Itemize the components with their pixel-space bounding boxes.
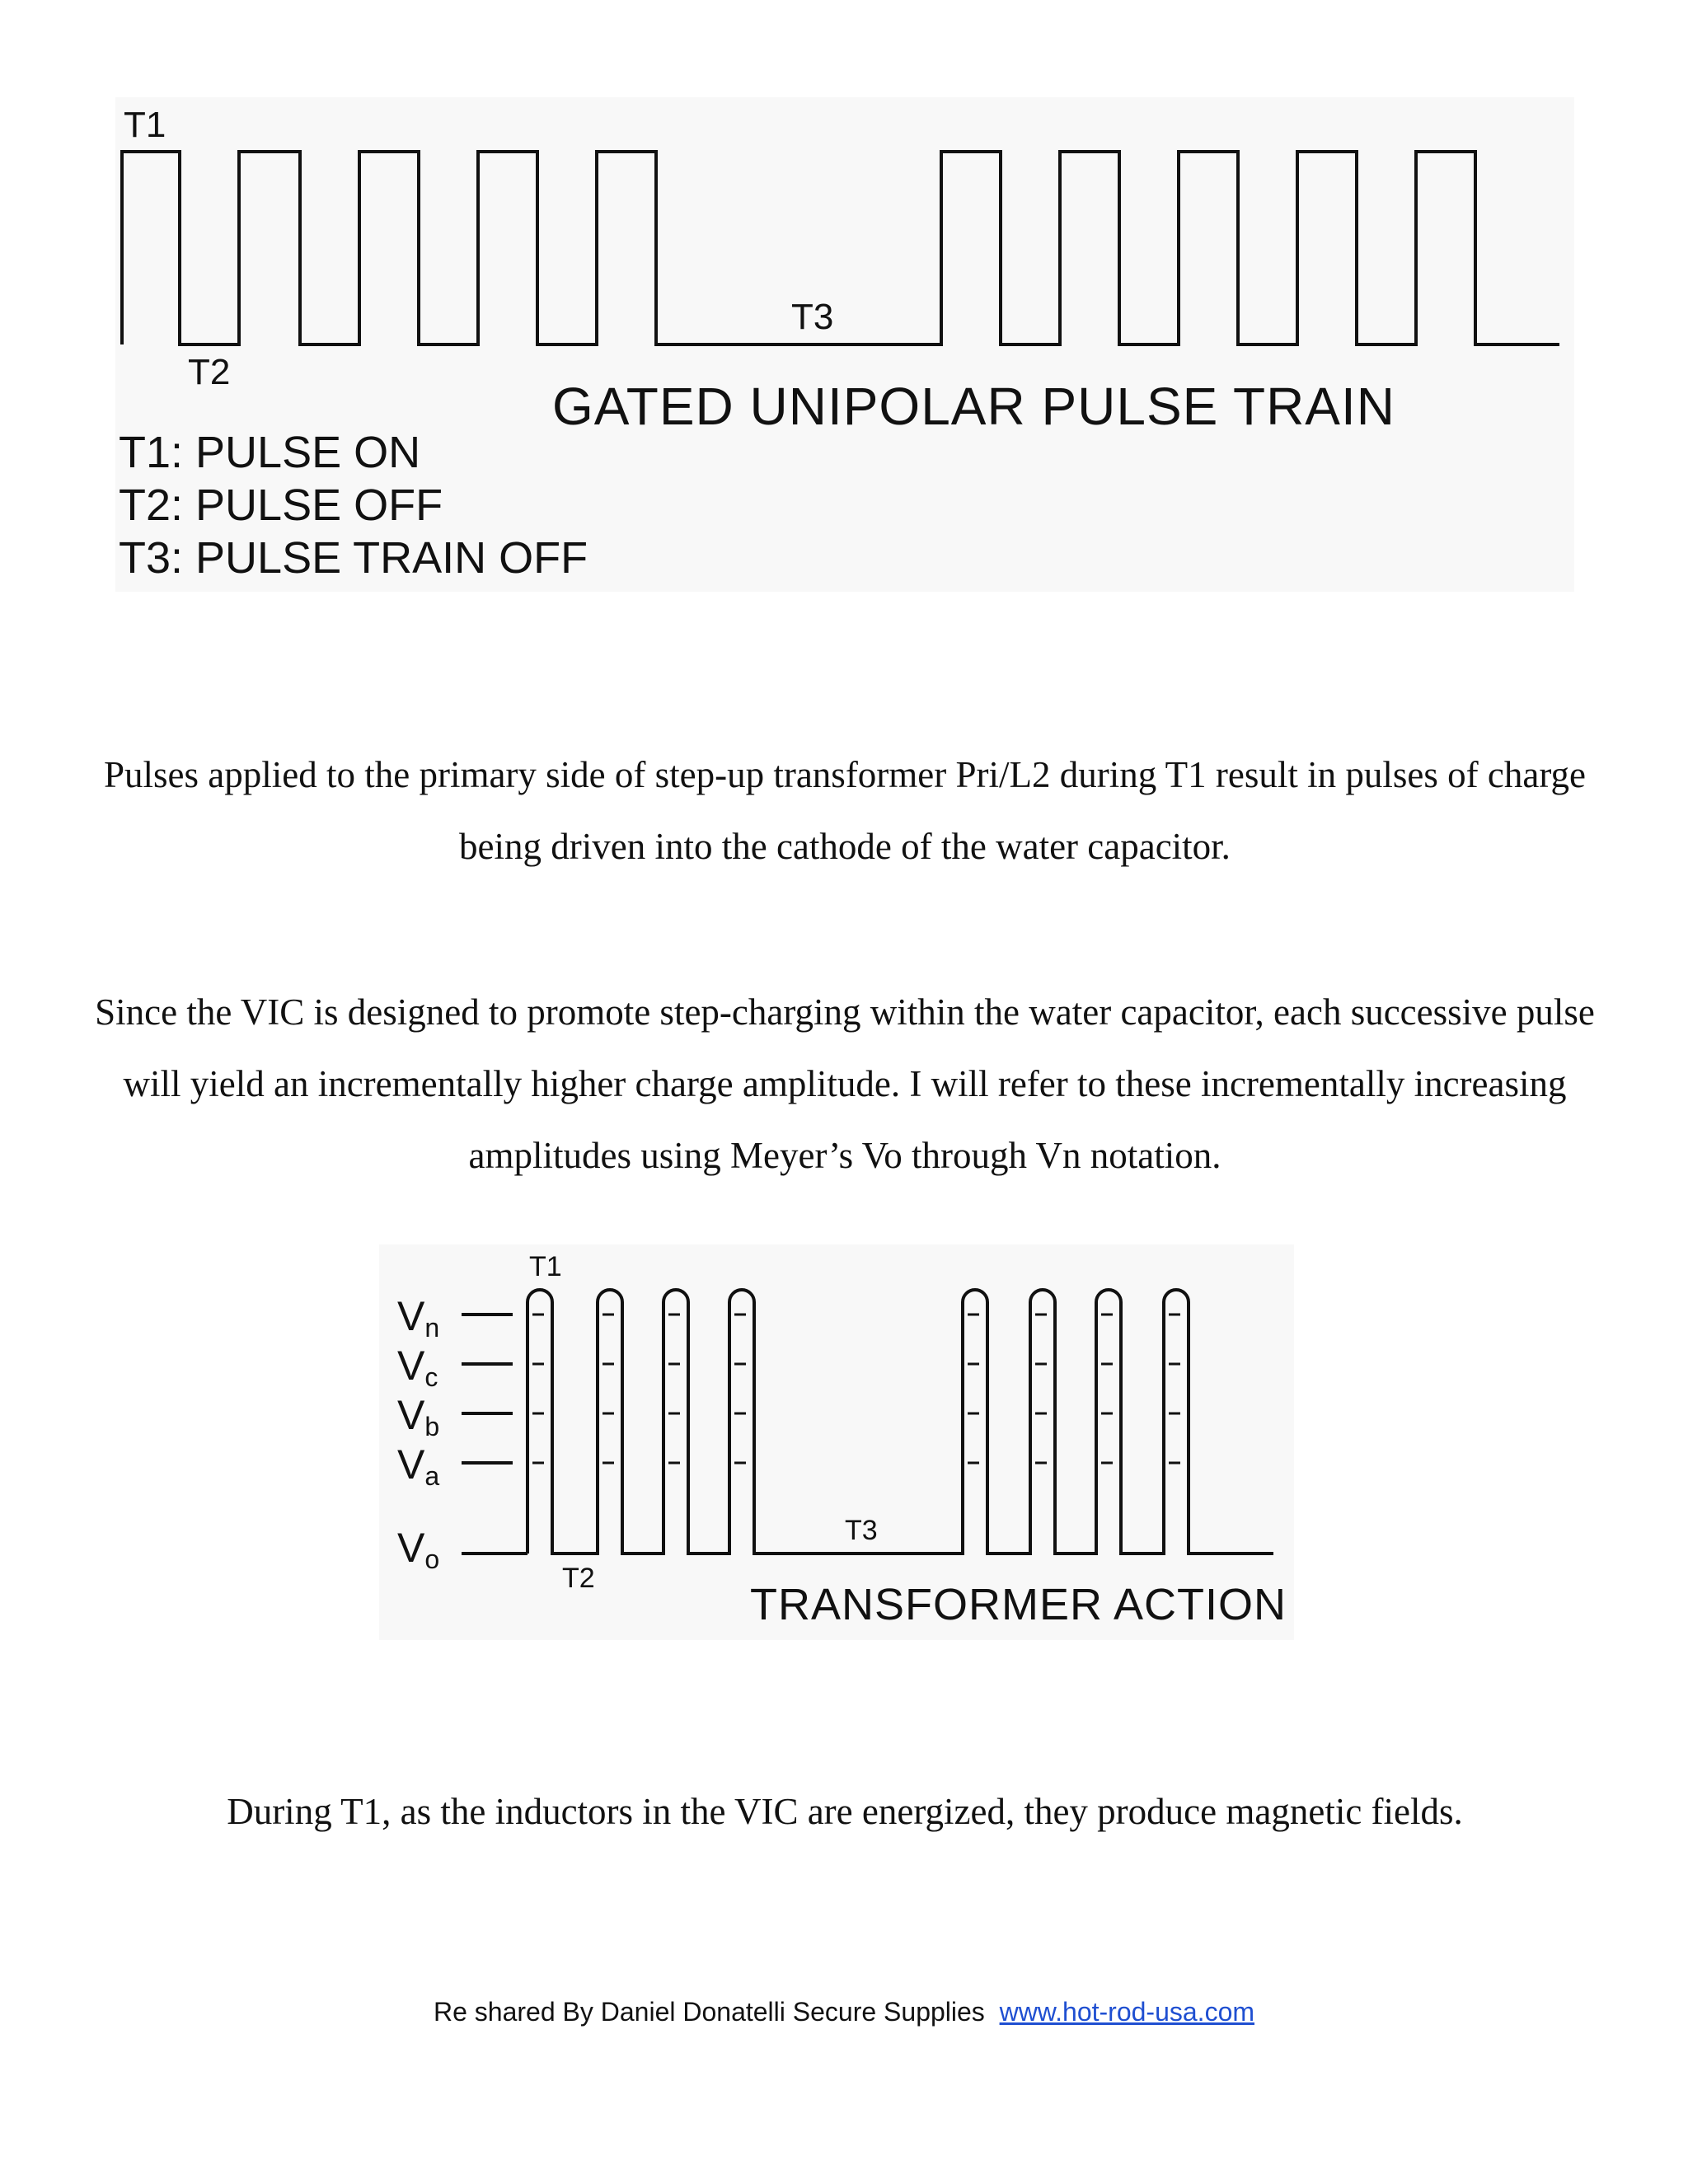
t3-label: T3 <box>845 1515 878 1546</box>
footer-text: Re shared By Daniel Donatelli Secure Supplies <box>433 1997 985 2027</box>
level-label-vo: $V_o$ <box>397 1525 440 1574</box>
transformer-action-figure <box>379 1244 1294 1640</box>
t2-label: T2 <box>188 352 231 392</box>
paragraph: During T1, as the inductors in the VIC are energized, they produce magnetic fields. <box>227 1791 1463 1832</box>
legend-item: T2: PULSE OFF <box>119 480 443 530</box>
legend-item: T3: PULSE TRAIN OFF <box>119 533 588 583</box>
level-label-va: $V_a$ <box>397 1441 440 1491</box>
figure-title: GATED UNIPOLAR PULSE TRAIN <box>552 377 1395 436</box>
figure-title: TRANSFORMER ACTION <box>750 1580 1287 1629</box>
t3-label: T3 <box>791 297 834 337</box>
legend-item: T1: PULSE ON <box>119 428 421 477</box>
paragraph: Pulses applied to the primary side of step-up transformer Pri/L2 during T1 result in pulses of charge being driven into the cathode of the water capacitor. <box>104 754 1586 867</box>
pulse-train-figure <box>115 97 1574 592</box>
t1-label: T1 <box>529 1251 562 1282</box>
level-label-vc: $V_c$ <box>397 1343 438 1392</box>
level-label-vn: $V_n$ <box>397 1293 440 1343</box>
paragraph: Since the VIC is designed to promote step-charging within the water capacitor, each successive pulse will yield an incrementally higher charge amplitude. I will refer to these incrementally increasing amplitudes using Meyer’s Vo through Vn notation. <box>95 991 1595 1176</box>
t2-label: T2 <box>562 1563 595 1594</box>
footer <box>0 1997 1688 2027</box>
level-label-vb: $V_b$ <box>397 1392 440 1441</box>
t1-label: T1 <box>124 105 166 145</box>
footer-link[interactable]: www.hot-rod-usa.com <box>999 1997 1255 2027</box>
